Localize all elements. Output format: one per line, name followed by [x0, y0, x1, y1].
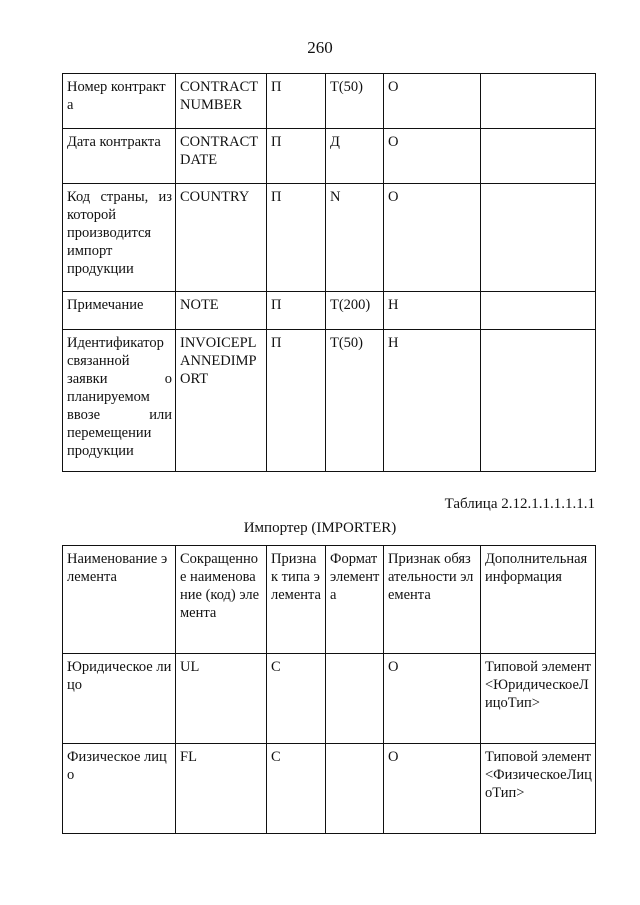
importer-table [62, 545, 596, 834]
element-info-cell [481, 330, 596, 472]
element-code-cell: FL [176, 744, 267, 834]
header-element-name: Наименование элемента [63, 546, 176, 654]
element-format-cell: N [326, 184, 384, 292]
element-info-cell: Типовой элемент <ЮридическоеЛицоТип> [481, 654, 596, 744]
table-row [63, 74, 596, 129]
element-name-cell: Идентификатор связанной заявки о планируемом ввозе или перемещении продукции [63, 330, 176, 472]
element-format-cell: Т(50) [326, 330, 384, 472]
header-element-required: Признак обязательности элемента [384, 546, 481, 654]
element-required-cell: О [384, 744, 481, 834]
element-name-cell: Примечание [63, 292, 176, 330]
element-required-cell: Н [384, 292, 481, 330]
header-element-code: Сокращенное наименование (код) элемента [176, 546, 267, 654]
element-name-cell: Юридическое лицо [63, 654, 176, 744]
elements-table-continued [62, 73, 596, 472]
element-code-cell: CONTRACT NUMBER [176, 74, 267, 129]
element-required-cell: О [384, 654, 481, 744]
element-required-cell: О [384, 129, 481, 184]
element-format-cell: Д [326, 129, 384, 184]
element-format-cell [326, 654, 384, 744]
element-name-cell: Дата контракта [63, 129, 176, 184]
table-row [63, 129, 596, 184]
element-format-cell [326, 744, 384, 834]
table-row [63, 292, 596, 330]
table-row [63, 184, 596, 292]
element-info-cell [481, 292, 596, 330]
element-type-cell: П [267, 292, 326, 330]
element-type-cell: П [267, 129, 326, 184]
table-title: Импортер (IMPORTER) [243, 520, 397, 536]
element-required-cell: О [384, 184, 481, 292]
element-type-cell: П [267, 184, 326, 292]
element-type-cell: П [267, 330, 326, 472]
table-row [63, 654, 596, 744]
header-additional-info: Дополнительная информация [481, 546, 596, 654]
element-name-cell: Физическое лицо [63, 744, 176, 834]
element-format-cell: Т(200) [326, 292, 384, 330]
element-name-cell: Код страны, из которой производится импорт продукции [63, 184, 176, 292]
element-code-cell: CONTRACT DATE [176, 129, 267, 184]
header-element-type: Признак типа элемента [267, 546, 326, 654]
element-info-cell [481, 129, 596, 184]
element-info-cell [481, 74, 596, 129]
table-number: Таблица 2.12.1.1.1.1.1.1 [444, 496, 595, 512]
header-element-format: Формат элемента [326, 546, 384, 654]
element-name-cell: Номер контракта [63, 74, 176, 129]
element-type-cell: С [267, 654, 326, 744]
element-code-cell: NOTE [176, 292, 267, 330]
element-format-cell: Т(50) [326, 74, 384, 129]
element-code-cell: UL [176, 654, 267, 744]
table-row [63, 330, 596, 472]
element-code-cell: COUNTRY [176, 184, 267, 292]
element-type-cell: П [267, 74, 326, 129]
element-info-cell [481, 184, 596, 292]
element-required-cell: О [384, 74, 481, 129]
table-row [63, 744, 596, 834]
page-number: 260 [307, 38, 333, 57]
element-code-cell: INVOICEPLANNEDIMPORT [176, 330, 267, 472]
table-header-row [63, 546, 596, 654]
element-type-cell: С [267, 744, 326, 834]
element-info-cell: Типовой элемент <ФизическоеЛицоТип> [481, 744, 596, 834]
element-required-cell: Н [384, 330, 481, 472]
